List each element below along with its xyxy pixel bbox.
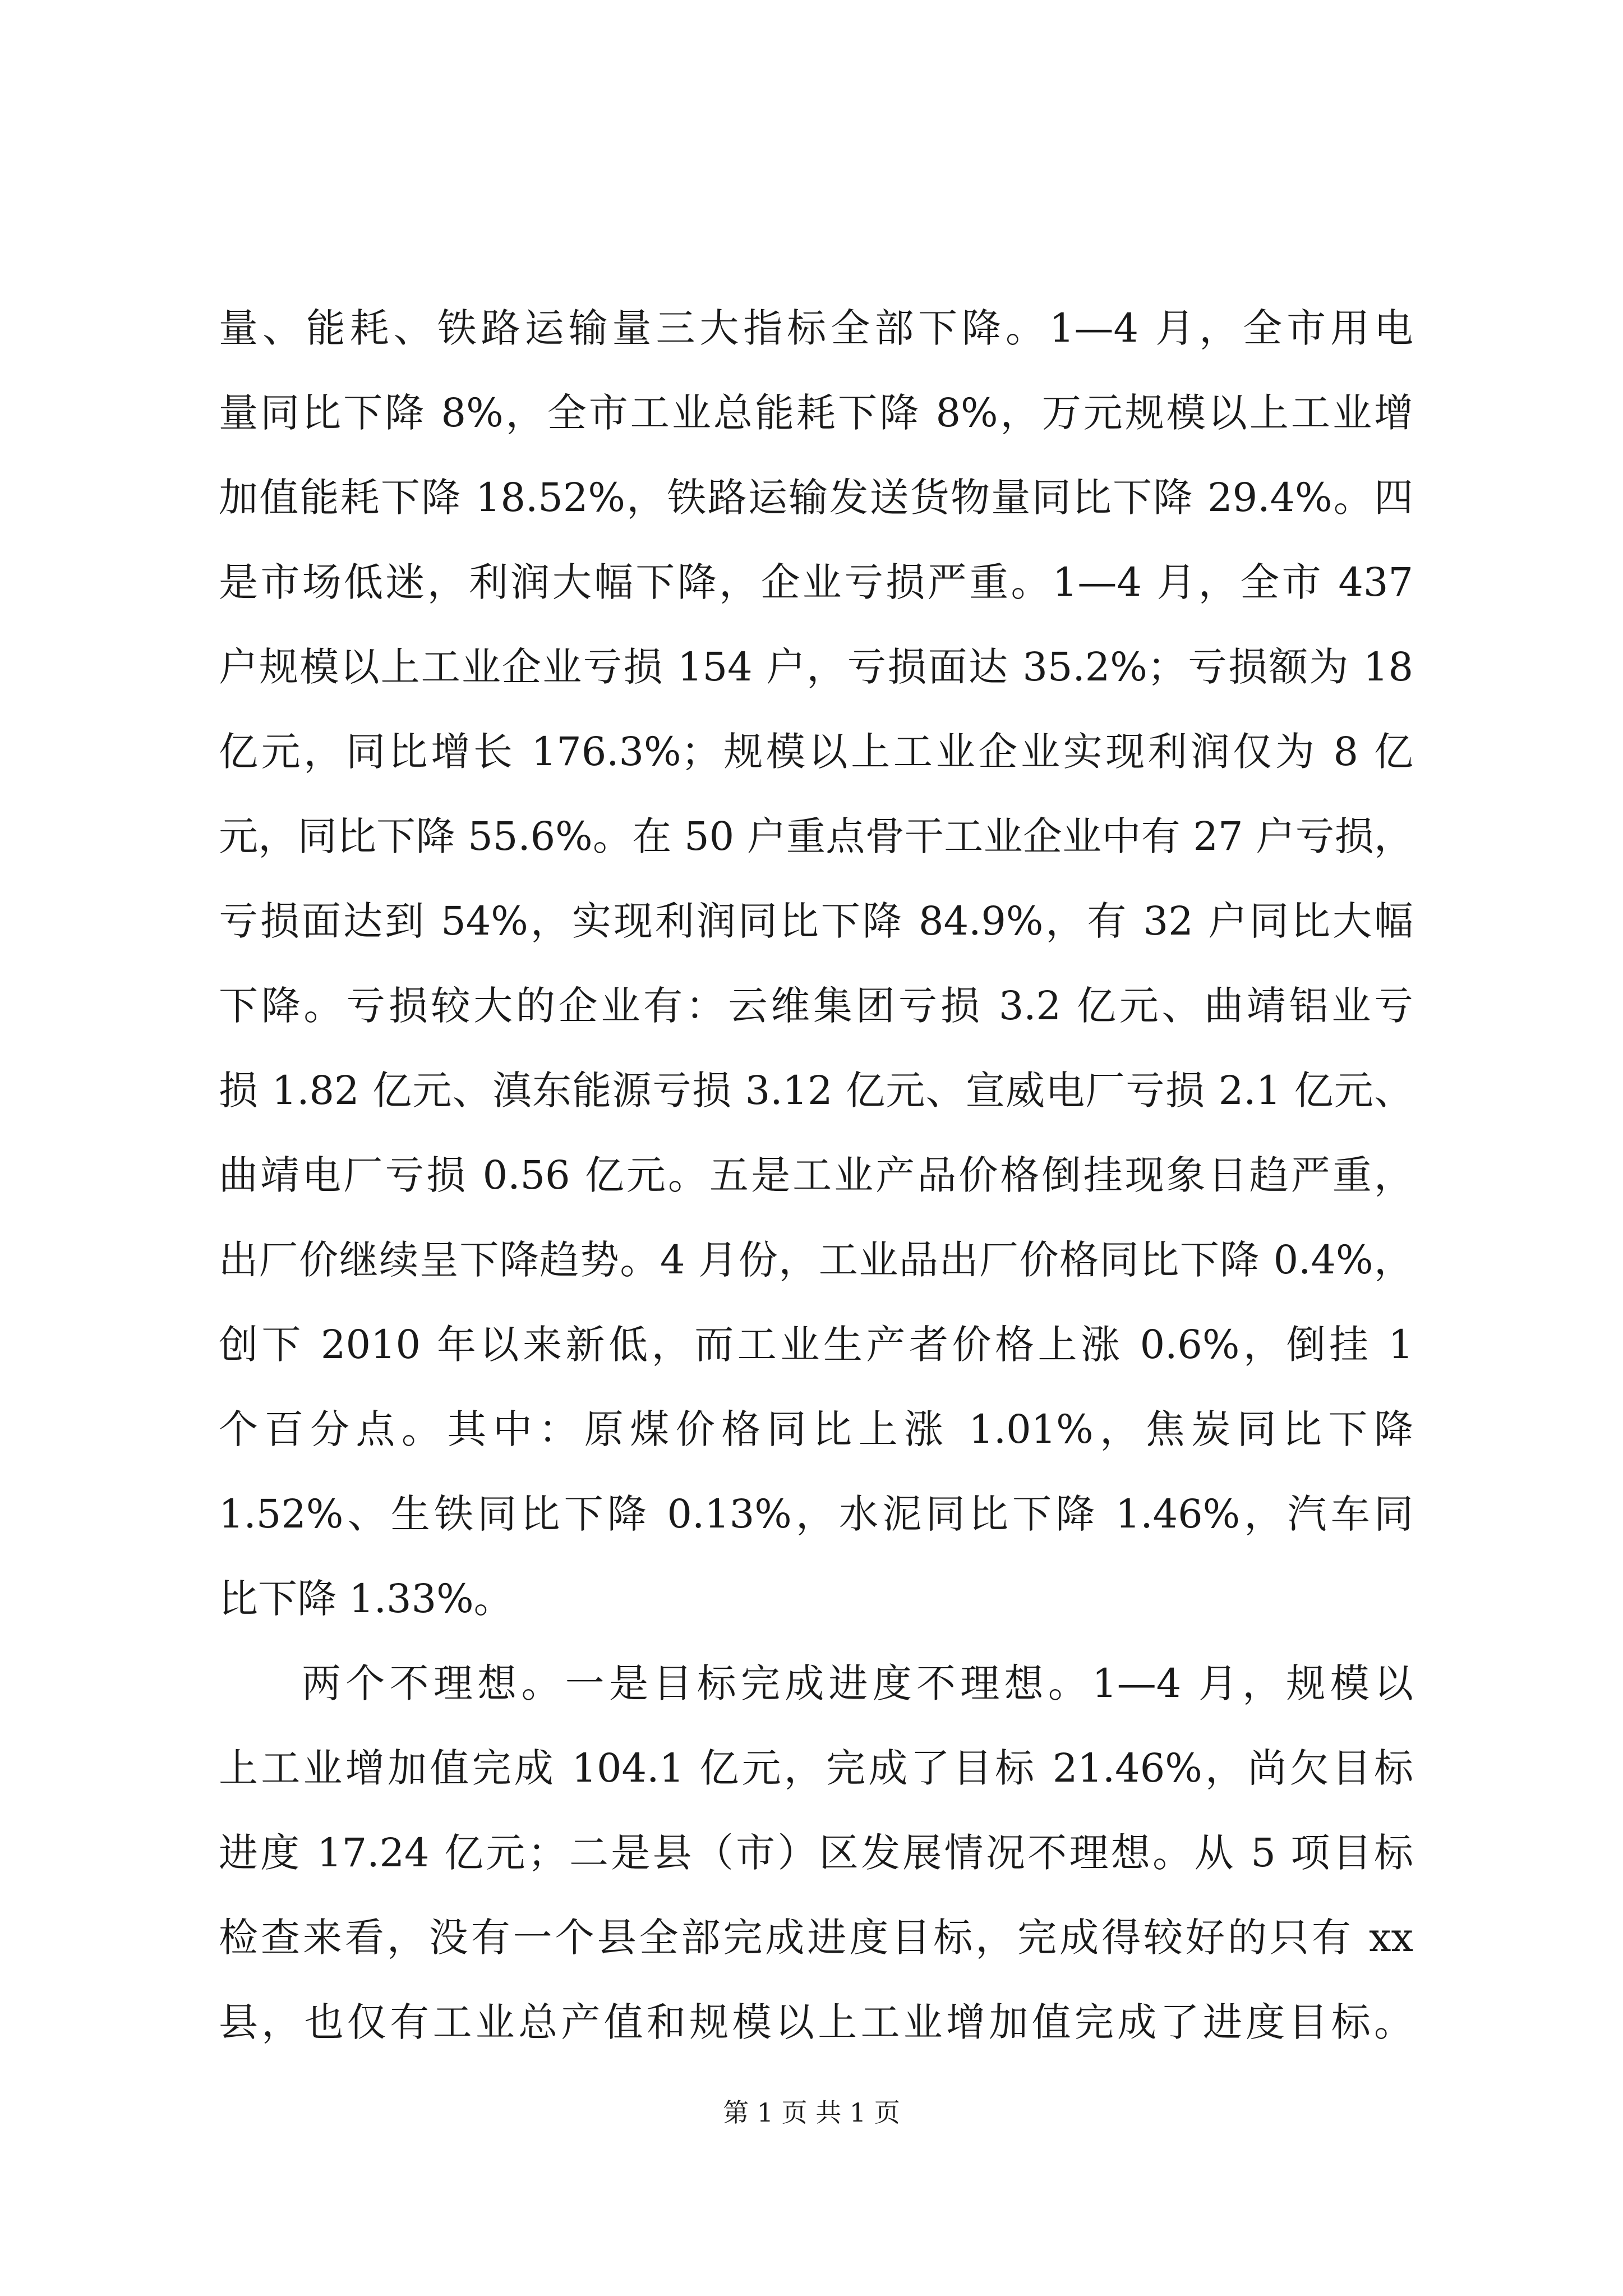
text-line: 个百分点。其中：原煤价格同比上涨 1.01%，焦炭同比下降 xyxy=(219,1406,1413,1452)
document-body xyxy=(219,286,1413,2065)
text-line: 亏损面达到 54%，实现利润同比下降 84.9%，有 32 户同比大幅 xyxy=(219,898,1413,944)
page-number-label: 第 1 页 共 1 页 xyxy=(723,2097,900,2128)
text-line: 量、能耗、铁路运输量三大指标全部下降。1—4 月，全市用电 xyxy=(219,305,1413,351)
text-line: 1.52%、生铁同比下降 0.13%，水泥同比下降 1.46%，汽车同 xyxy=(219,1491,1413,1537)
text-line: 检查来看，没有一个县全部完成进度目标，完成得较好的只有 xx xyxy=(219,1915,1413,1961)
text-line: 量同比下降 8%，全市工业总能耗下降 8%，万元规模以上工业增 xyxy=(219,390,1413,436)
text-line: 是市场低迷，利润大幅下降，企业亏损严重。1—4 月，全市 437 xyxy=(219,559,1413,605)
text-line: 加值能耗下降 18.52%，铁路运输发送货物量同比下降 29.4%。四 xyxy=(219,475,1413,521)
text-line: 出厂价继续呈下降趋势。4 月份，工业品出厂价格同比下降 0.4%， xyxy=(219,1237,1413,1283)
text-line: 亿元，同比增长 176.3%；规模以上工业企业实现利润仅为 8 亿 xyxy=(219,729,1413,775)
text-line: 元，同比下降 55.6%。在 50 户重点骨干工业企业中有 27 户亏损， xyxy=(219,813,1413,859)
text-line: 比下降 1.33%。 xyxy=(219,1576,513,1622)
text-line: 损 1.82 亿元、滇东能源亏损 3.12 亿元、宣威电厂亏损 2.1 亿元、 xyxy=(219,1068,1413,1114)
text-line: 创下 2010 年以来新低，而工业生产者价格上涨 0.6%，倒挂 1 xyxy=(219,1322,1413,1368)
page-footer xyxy=(0,2096,1623,2129)
text-line: 两个不理想。一是目标完成进度不理想。1—4 月，规模以 xyxy=(302,1660,1413,1706)
text-line: 进度 17.24 亿元；二是县（市）区发展情况不理想。从 5 项目标 xyxy=(219,1830,1413,1876)
text-line: 县，也仅有工业总产值和规模以上工业增加值完成了进度目标。 xyxy=(219,1999,1413,2045)
text-line: 下降。亏损较大的企业有：云维集团亏损 3.2 亿元、曲靖铝业亏 xyxy=(219,983,1413,1029)
text-line: 曲靖电厂亏损 0.56 亿元。五是工业产品价格倒挂现象日趋严重， xyxy=(219,1152,1413,1198)
text-line: 户规模以上工业企业亏损 154 户，亏损面达 35.2%；亏损额为 18 xyxy=(219,644,1413,690)
text-line: 上工业增加值完成 104.1 亿元，完成了目标 21.46%，尚欠目标 xyxy=(219,1745,1413,1791)
